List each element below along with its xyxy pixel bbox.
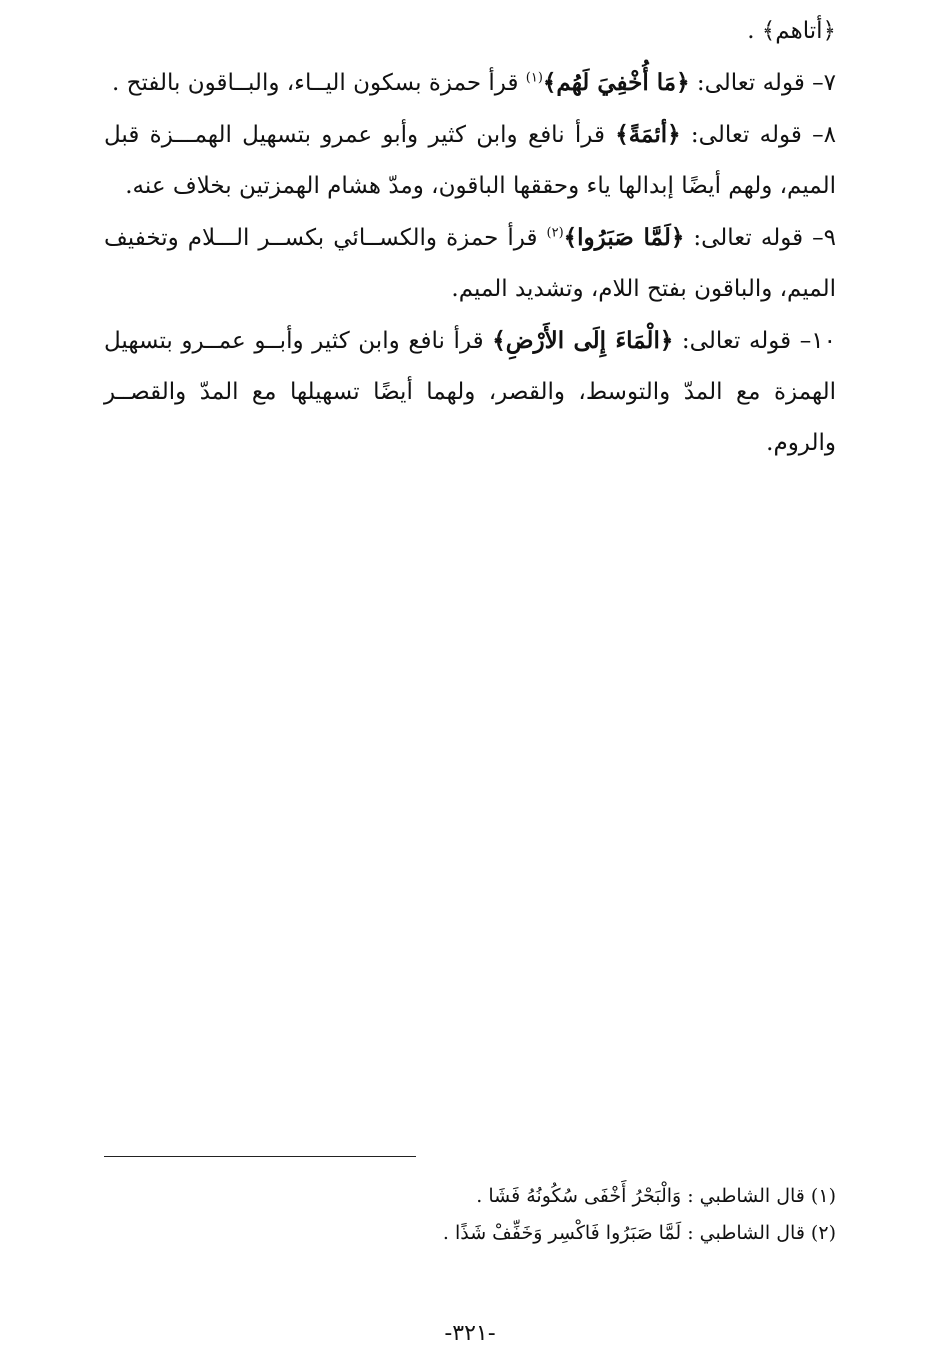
item-text: قرأ حمزة والكســائي بكســر الـــلام وتخفيف الميم، والباقون بفتح اللام، وتشديد الميم. (104, 225, 836, 302)
page-number: -٣٢١- (444, 1321, 496, 1346)
item-9 (104, 212, 836, 315)
footnote-2: (٢) قال الشاطبي : لَمَّا صَبَرُوا فَاكْسِر وَخَفِّفْ شَذًا . (442, 1222, 836, 1244)
quran-verse: ﴿مَا أُخْفِيَ لَهُم﴾ (542, 69, 690, 96)
item-text: قرأ نافع وابن كثير وأبو عمرو بتسهيل الهمـــزة قبل الميم، ولهم أيضًا إبدالها ياء وحققها الباقون، ومدّ هشام الهمزتين بخلاف عنه. (104, 122, 836, 199)
main-text (104, 6, 836, 469)
footnote-reference[interactable]: (٢) (546, 225, 564, 241)
item-text: قرأ نافع وابن كثير وأبــو عمــرو بتسهيل الهمزة مع المدّ والتوسط، والقصر، ولهما أيضًا تسهيلها مع المدّ والقصــر والروم. (104, 328, 836, 456)
item-7 (104, 57, 836, 109)
footnotes (104, 1178, 836, 1252)
item-intro: قوله تعالى: (689, 70, 813, 96)
footnote-separator (104, 1156, 416, 1157)
quran-verse: ﴿الْمَاءَ إِلَى الأَرْضِ﴾ (492, 327, 674, 354)
item-10 (104, 315, 836, 469)
quran-verse: ﴿أئمَةً﴾ (615, 121, 681, 148)
item-text: قرأ حمزة بسكون اليــاء، والبــاقون بالفتح . (111, 70, 526, 96)
item-number: ١٠– (799, 328, 836, 354)
item-number: ٩– (812, 225, 836, 251)
footnote-1: (١) قال الشاطبي : وَالْبَحْرُ أَخْفَى سُكُونُهُ فَشَا . (476, 1185, 836, 1207)
item-intro: قوله تعالى: (680, 122, 813, 148)
quran-verse: ﴿لَمَّا صَبَرُوا﴾ (563, 224, 685, 251)
item-number: ٧– (812, 70, 836, 96)
item-intro: قوله تعالى: (673, 328, 800, 354)
item-8 (104, 109, 836, 212)
item-number: ٨– (812, 122, 836, 148)
item-intro: قوله تعالى: (684, 225, 813, 251)
footnote-reference[interactable]: (١) (525, 70, 543, 86)
continuation-text: ﴿أتاهم﴾ . (747, 18, 836, 44)
